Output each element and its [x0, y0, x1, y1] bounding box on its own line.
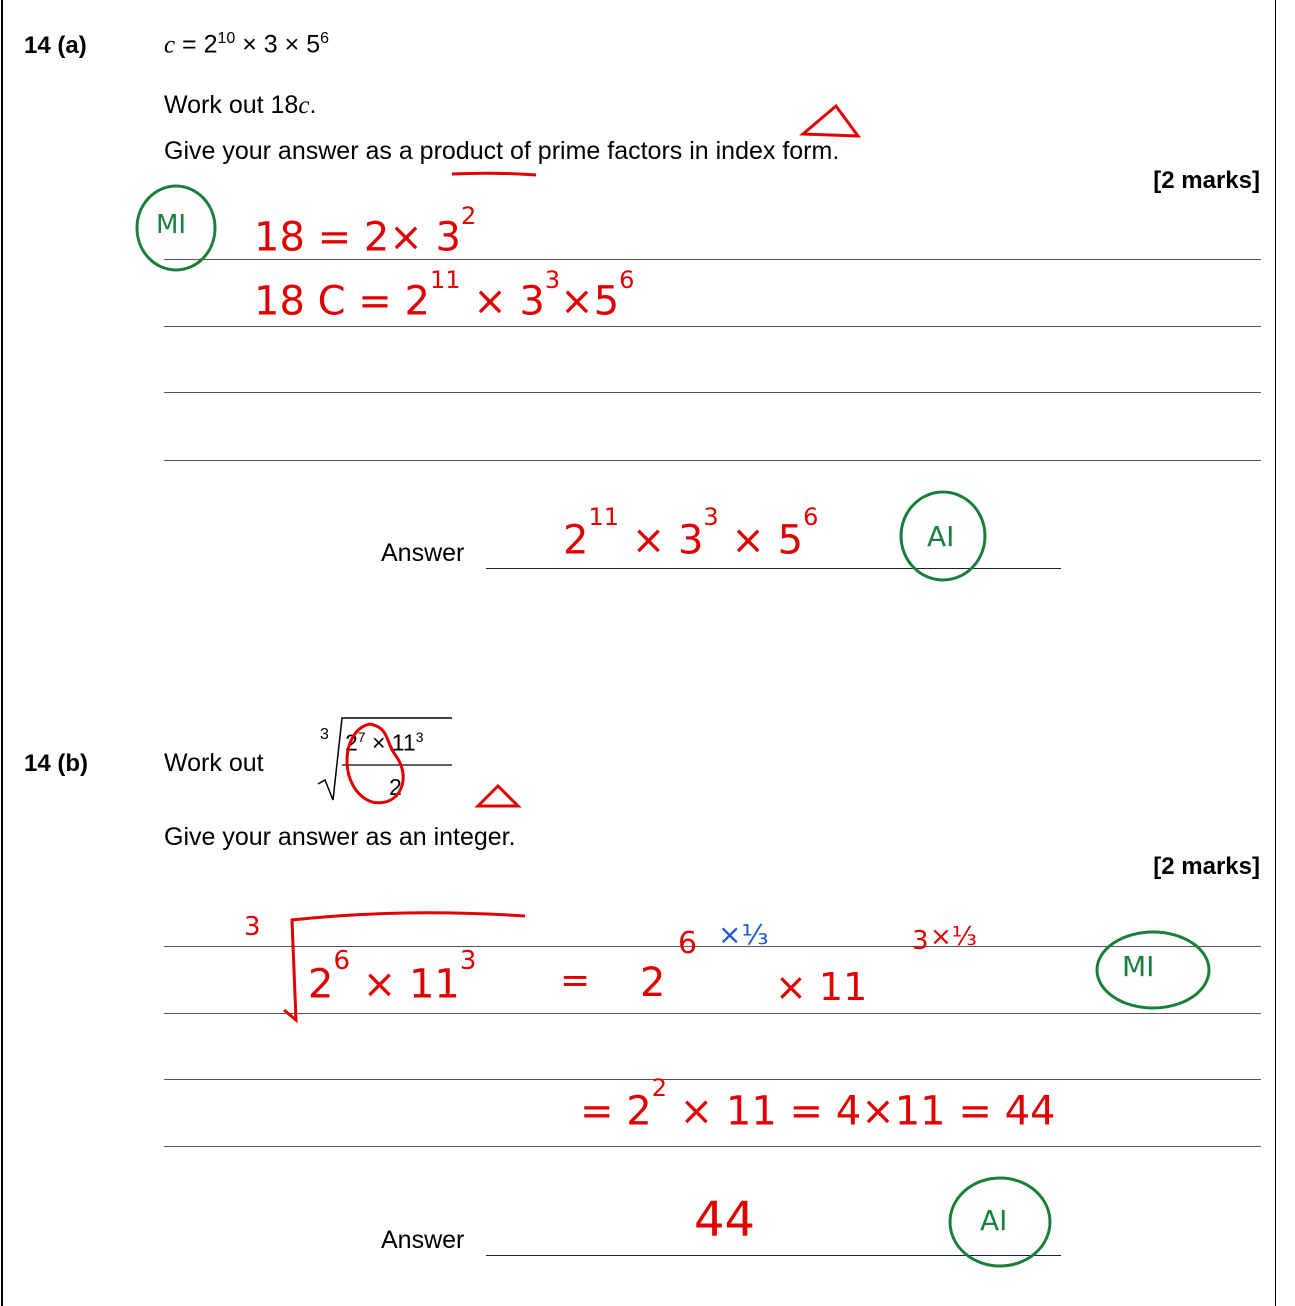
working-rhs-mult2: ×⅓	[930, 922, 977, 952]
mark-m1-a: MI	[156, 210, 187, 240]
marks-label-b: [2 marks]	[1153, 853, 1260, 880]
working-rhs-base: 2	[640, 960, 666, 1006]
working-rhs-mult1: ×⅓	[718, 918, 769, 951]
handwritten-radical	[284, 913, 525, 1020]
working-line-1: $18 = 2\times 3^2$	[254, 202, 477, 261]
mark-a1-a: AI	[927, 520, 955, 553]
circle-mark-a1-b	[950, 1178, 1050, 1266]
given-expression: $c = 2^{10} \times 3 \times 5^6$	[164, 30, 330, 59]
working-line-2b: = $2^2 \times 11 = 4\times 11 = 44$	[580, 1074, 1056, 1135]
work-out-label: Work out	[164, 749, 264, 777]
working-line-2: 18 $C = 2^{11} \times 3^3\times 5^6$	[254, 266, 635, 325]
answer-label-a: Answer	[381, 539, 465, 567]
working-root-index: 3	[244, 912, 261, 942]
loop-annotation	[347, 724, 403, 803]
working-rhs-mid: × 11	[775, 965, 868, 1009]
question-number-14b: 14 (b)	[24, 750, 89, 777]
instruction-text-b: Give your answer as an integer.	[164, 823, 516, 851]
question-number-14a: 14 (a)	[24, 32, 87, 59]
radicand-denominator: 2	[389, 774, 402, 800]
mark-a1-b: AI	[980, 1204, 1008, 1237]
working-equals: =	[560, 960, 591, 1001]
answer-label-b: Answer	[381, 1226, 465, 1254]
triangle-annotation-icon	[803, 106, 858, 136]
working-rhs-exp1: 6	[678, 926, 698, 961]
circle-mark-m1-a	[137, 186, 215, 270]
radical-sign	[318, 718, 452, 800]
marks-label: [2 marks]	[1153, 167, 1260, 194]
work-out-prompt: Work out 18c.	[164, 91, 317, 119]
final-answer-a: $2^{11} \times 3^3 \times 5^6$	[563, 503, 819, 564]
triangle-annotation-icon-b	[478, 786, 518, 806]
mark-m1-b: MI	[1122, 950, 1155, 983]
circle-mark-a1-a	[901, 492, 985, 580]
root-index: 3	[320, 726, 329, 743]
working-radicand: $2^6 \times 11^3$	[308, 946, 477, 1008]
circle-mark-m1-b	[1097, 932, 1209, 1008]
working-rhs-exp2: 3	[912, 926, 929, 956]
final-answer-b: 44	[694, 1192, 756, 1248]
instruction-text: Give your answer as a product of prime factors in index form.	[164, 137, 840, 165]
underline-annotation	[452, 173, 536, 175]
radicand-numerator: $2^7 \times 11^3$	[345, 729, 424, 756]
